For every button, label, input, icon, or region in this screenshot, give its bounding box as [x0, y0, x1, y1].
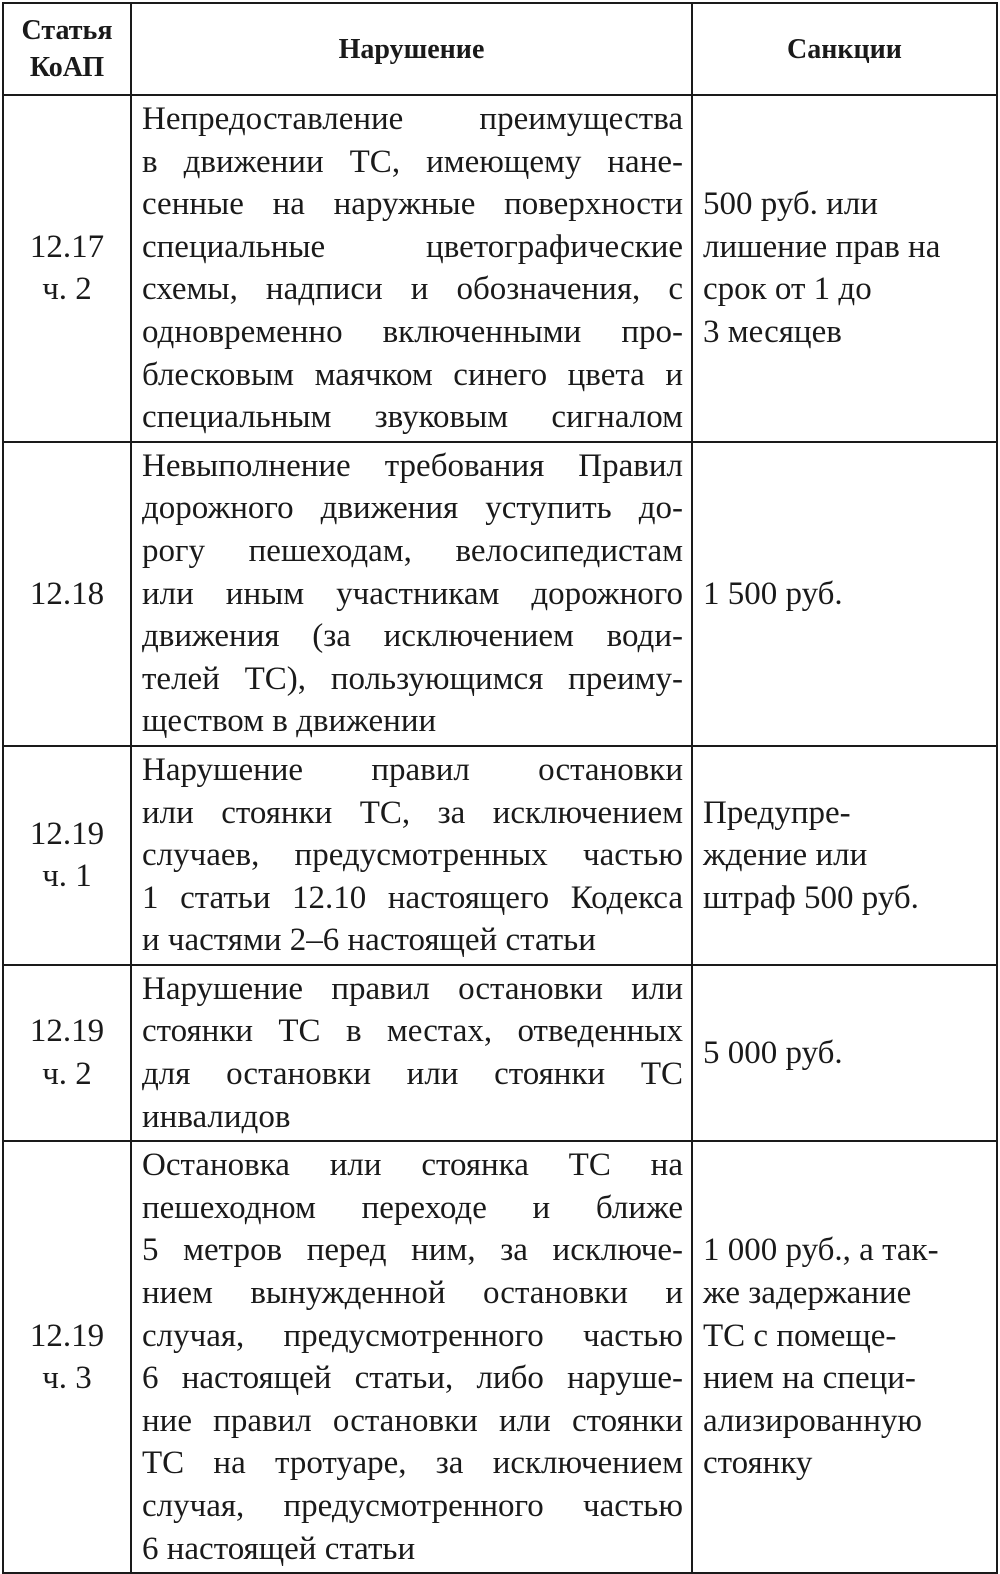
sanction-line: ТС с помеще-	[703, 1317, 897, 1354]
violation-line: Непредоставление преимущества	[142, 101, 683, 137]
sanction-line: штраф 500 руб.	[703, 879, 919, 916]
sanction-line: 1 500 руб.	[703, 575, 843, 612]
header-sanctions: Санкции	[692, 3, 997, 95]
table-row	[3, 1141, 997, 1573]
violation-line: 1 статьи 12.10 настоящего Кодекса	[142, 879, 683, 916]
table-row	[3, 965, 997, 1141]
article-line: 12.19	[29, 815, 105, 852]
violation-line: 6 настоящей статьи	[142, 1530, 416, 1567]
table-header-row	[3, 3, 997, 95]
violation-line: специальные цветографические	[142, 228, 683, 265]
sanction-cell	[692, 1141, 997, 1573]
violation-line: случаев, предусмотренных частью	[142, 837, 683, 874]
violations-table	[2, 2, 998, 1574]
article-line: 12.19	[29, 1013, 105, 1050]
violation-line: ние правил остановки или стоянки	[142, 1402, 683, 1439]
violation-line: Остановка или стоянка ТС на	[142, 1147, 683, 1184]
sanction-cell	[692, 746, 997, 965]
sanction-line: 3 месяцев	[703, 313, 842, 350]
violation-line: телей ТС), пользующимся преиму-	[142, 660, 683, 697]
article-line: ч. 1	[42, 858, 92, 895]
sanction-line: срок от 1 до	[703, 271, 872, 308]
header-violation: Нарушение	[131, 3, 692, 95]
violation-line: специальным звуковым сигналом	[142, 399, 683, 436]
sanction-cell	[692, 442, 997, 746]
article-line: 12.19	[29, 1317, 105, 1354]
article-line: ч. 2	[42, 271, 92, 308]
table-row	[3, 95, 997, 442]
violation-line: Невыполнение требования Правил	[142, 447, 683, 484]
article-line: 12.17	[29, 228, 105, 265]
violation-line: Нарушение правил остановки или	[142, 970, 683, 1007]
article-line: ч. 2	[42, 1056, 92, 1093]
violation-cell	[131, 746, 692, 965]
violation-line: стоянки ТС в местах, отведенных	[142, 1013, 683, 1050]
article-line: ч. 3	[42, 1360, 92, 1397]
sanction-line: же задержание	[703, 1275, 912, 1312]
violation-cell	[131, 442, 692, 746]
violation-line: движения (за исключением води-	[142, 618, 683, 655]
sanction-line: ждение или	[703, 837, 868, 874]
violation-line: дорожного движения уступить до-	[142, 490, 683, 527]
violation-line: или иным участникам дорожного	[142, 575, 683, 612]
violation-line: инвалидов	[142, 1098, 291, 1135]
header-article-line: КоАП	[29, 52, 105, 83]
header-article	[3, 3, 131, 95]
violation-line: ществом в движении	[142, 703, 437, 740]
article-cell	[3, 1141, 131, 1573]
violation-line: в движении ТС, имеющему нане-	[142, 143, 683, 180]
sanction-line: 5 000 руб.	[703, 1034, 843, 1071]
sanction-line: 500 руб. или	[703, 186, 878, 223]
sanction-line: нием на специ-	[703, 1360, 916, 1397]
violation-line: 5 метров перед ним, за исключе-	[142, 1232, 683, 1269]
violation-line: нием вынужденной остановки и	[142, 1275, 683, 1312]
violation-line: рогу пешеходам, велосипедистам	[142, 532, 683, 569]
header-article-line: Статья	[21, 15, 113, 46]
violation-line: блесковым маячком синего цвета и	[142, 356, 683, 393]
violation-line: случая, предусмотренного частью	[142, 1317, 683, 1354]
sanction-cell	[692, 95, 997, 442]
violation-line: Нарушение правил остановки	[142, 751, 683, 788]
article-cell	[3, 95, 131, 442]
sanction-line: 1 000 руб., а так-	[703, 1232, 939, 1269]
violation-line: сенные на наружные поверхности	[142, 186, 683, 223]
violation-line: схемы, надписи и обозначения, с	[142, 271, 683, 308]
sanction-line: стоянку	[703, 1445, 813, 1482]
article-cell	[3, 746, 131, 965]
article-cell	[3, 965, 131, 1141]
table-row	[3, 746, 997, 965]
article-cell	[3, 442, 131, 746]
violation-cell	[131, 965, 692, 1141]
violation-line: пешеходном переходе и ближе	[142, 1189, 683, 1226]
sanction-line: Предупре-	[703, 794, 851, 831]
sanction-line: лишение прав на	[703, 228, 941, 265]
sanction-cell	[692, 965, 997, 1141]
table-row	[3, 442, 997, 746]
violation-line: одновременно включенными про-	[142, 313, 683, 350]
sanction-line: ализированную	[703, 1402, 923, 1439]
article-line: 12.18	[29, 575, 105, 612]
violation-line: и частями 2–6 настоящей статьи	[142, 922, 596, 959]
violation-cell	[131, 95, 692, 442]
violation-line: ТС на тротуаре, за исключением	[142, 1445, 683, 1482]
violation-line: для остановки или стоянки ТС	[142, 1056, 683, 1093]
violation-cell	[131, 1141, 692, 1573]
violation-line: 6 настоящей статьи, либо наруше-	[142, 1360, 683, 1397]
violation-line: или стоянки ТС, за исключением	[142, 794, 683, 831]
violation-line: случая, предусмотренного частью	[142, 1488, 683, 1525]
